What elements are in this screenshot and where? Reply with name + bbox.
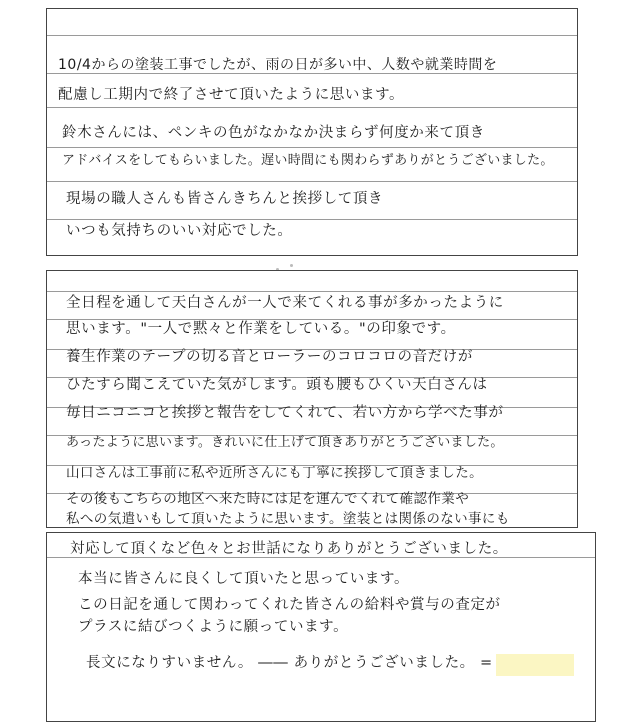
handwritten-line: 鈴木さんには、ペンキの色がなかなか決まらず何度か来て頂き [62, 125, 485, 141]
handwritten-line: 全日程を通して天白さんが一人で来てくれる事が多かったように [66, 295, 504, 311]
handwritten-line: 山口さんは工事前に私や近所さんにも丁寧に挨拶して頂きました。 [66, 465, 483, 481]
scan-speck [290, 264, 293, 267]
handwritten-line: ひたすら聞こえていた気がします。頭も腰もひくい天白さんは [66, 377, 488, 393]
handwritten-line: この日記を通して関わってくれた皆さんの給料や賞与の査定が [78, 597, 501, 613]
handwritten-line: その後もこちらの地区へ来た時には足を運んでくれて確認作業や [66, 491, 470, 507]
ruled-line [47, 107, 577, 108]
handwritten-line: あったように思います。きれいに仕上げて頂きありがとうございました。 [66, 435, 504, 450]
handwritten-line: 養生作業のテープの切る音とローラーのコロコロの音だけが [66, 349, 473, 365]
ruled-line [47, 291, 577, 292]
redacted-highlight [496, 654, 574, 676]
handwritten-line: 現場の職人さんも皆さんきちんと挨拶して頂き [66, 191, 384, 207]
handwritten-line: アドバイスをしてもらいました。遅い時間にも関わらずありがとうございました。 [62, 153, 554, 168]
handwritten-line: 思います。"一人で黙々と作業をしている。"の印象です。 [66, 321, 456, 337]
handwritten-line: 10/4からの塗装工事でしたが、雨の日が多い中、人数や就業時間を [58, 57, 498, 73]
handwritten-line: 対応して頂くなど色々とお世話になりありがとうございました。 [70, 541, 508, 557]
handwritten-line: 本当に皆さんに良くして頂いたと思っています。 [78, 571, 410, 587]
handwritten-line: 長文になりすいません。 ―― ありがとうございました。 = [86, 655, 493, 671]
handwritten-line: プラスに結びつくように願っています。 [78, 619, 349, 635]
handwritten-line: 私への気遣いもして頂いたように思います。塗装とは関係のない事にも [66, 511, 510, 527]
ruled-line [47, 35, 577, 36]
ruled-line [47, 219, 577, 220]
handwritten-line: 配慮し工期内で終了させて頂いたように思います。 [58, 87, 405, 103]
ruled-line [47, 181, 577, 182]
handwritten-line: 毎日ニコニコと挨拶と報告をしてくれて、若い方から学べた事が [66, 405, 504, 421]
handwritten-line: いつも気持ちのいい対応でした。 [66, 223, 293, 239]
ruled-line [47, 147, 577, 148]
